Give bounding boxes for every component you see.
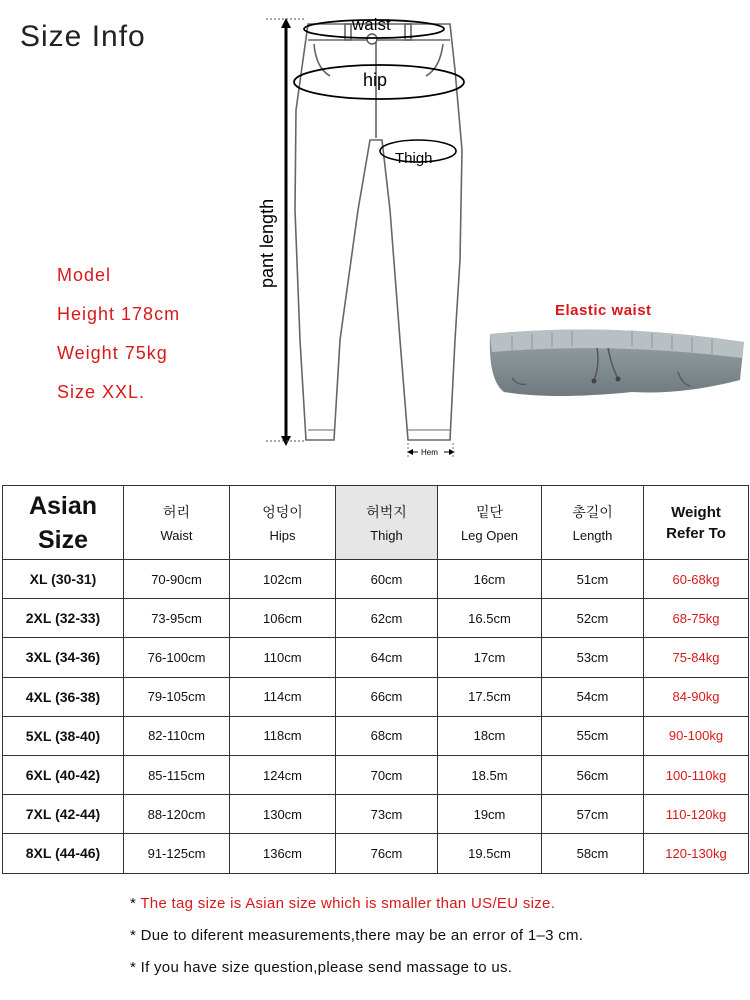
cell-size: 3XL (34-36) — [3, 638, 124, 677]
button-icon — [367, 34, 377, 44]
cell-waist: 73-95cm — [124, 599, 230, 638]
cell-hips: 136cm — [230, 834, 336, 873]
header-weight-line2: Refer To — [666, 524, 726, 542]
cell-length: 58cm — [542, 834, 644, 873]
header-thigh-ko: 허벅지 — [366, 504, 407, 520]
cell-thigh: 68cm — [336, 716, 438, 755]
cell-waist: 88-120cm — [124, 795, 230, 834]
cell-leg-open: 17.5cm — [438, 677, 542, 716]
cell-thigh: 60cm — [336, 560, 438, 599]
header-length — [542, 486, 644, 560]
header-asian-line2: Size — [37, 525, 89, 554]
cell-waist: 79-105cm — [124, 677, 230, 716]
table-row — [3, 755, 749, 794]
cell-hips: 110cm — [230, 638, 336, 677]
size-table — [2, 485, 749, 874]
header-leg-open — [438, 486, 542, 560]
header-waist-en: Waist — [160, 528, 193, 543]
table-row — [3, 638, 749, 677]
cell-hips: 114cm — [230, 677, 336, 716]
thigh-label: Thigh — [395, 150, 433, 167]
header-waist-ko: 허리 — [162, 504, 191, 520]
page-title: Size Info — [20, 20, 146, 53]
cell-thigh: 66cm — [336, 677, 438, 716]
header-thigh — [336, 486, 438, 560]
header-weight — [644, 486, 749, 560]
note-contact: * If you have size question,please send massage to us. — [130, 959, 513, 976]
cell-size: 6XL (40-42) — [3, 755, 124, 794]
cell-weight: 90-100kg — [644, 716, 749, 755]
header-asian-size — [3, 486, 124, 560]
header-thigh-en: Thigh — [370, 528, 403, 543]
cell-length: 52cm — [542, 599, 644, 638]
cell-leg-open: 16cm — [438, 560, 542, 599]
cell-weight: 84-90kg — [644, 677, 749, 716]
header-asian-line1: Asian — [28, 491, 98, 520]
note-measurement-error: * Due to diferent measurements,there may be an error of 1–3 cm. — [130, 927, 584, 944]
table-row — [3, 834, 749, 873]
header-leg-open-ko: 밑단 — [475, 504, 504, 520]
cell-length: 55cm — [542, 716, 644, 755]
model-label: Model — [57, 265, 112, 285]
model-height: Height 178cm — [57, 304, 181, 324]
cell-hips: 124cm — [230, 755, 336, 794]
cell-weight: 100-110kg — [644, 755, 749, 794]
elastic-waist-label: Elastic waist — [555, 302, 652, 319]
cell-thigh: 70cm — [336, 755, 438, 794]
cell-size: 2XL (32-33) — [3, 599, 124, 638]
table-row — [3, 599, 749, 638]
hip-label: hip — [363, 70, 388, 90]
hem-label: Hem — [421, 448, 438, 457]
cell-leg-open: 17cm — [438, 638, 542, 677]
cell-waist: 85-115cm — [124, 755, 230, 794]
header-hips-ko: 엉덩이 — [262, 504, 303, 520]
pant-length-label: pant length — [257, 198, 277, 288]
waist-label: waist — [352, 15, 391, 34]
cell-waist: 70-90cm — [124, 560, 230, 599]
cell-leg-open: 19.5cm — [438, 834, 542, 873]
table-header-row — [3, 486, 749, 560]
cell-length: 56cm — [542, 755, 644, 794]
note-tag-size-text: The tag size is Asian size which is smaller than US/EU size. — [140, 895, 556, 912]
cell-length: 51cm — [542, 560, 644, 599]
cell-weight: 60-68kg — [644, 560, 749, 599]
cell-size: 7XL (42-44) — [3, 795, 124, 834]
model-weight: Weight 75kg — [57, 343, 168, 363]
header-hips — [230, 486, 336, 560]
header-length-en: Length — [572, 528, 613, 543]
note-bullet: * — [130, 895, 141, 912]
header-weight-line1: Weight — [671, 503, 721, 521]
cell-weight: 68-75kg — [644, 599, 749, 638]
cell-waist: 91-125cm — [124, 834, 230, 873]
header-waist — [124, 486, 230, 560]
cell-size: 4XL (36-38) — [3, 677, 124, 716]
cell-leg-open: 19cm — [438, 795, 542, 834]
table-row — [3, 795, 749, 834]
header-length-ko: 총길이 — [572, 504, 613, 520]
model-size: Size XXL. — [57, 382, 146, 402]
cell-length: 57cm — [542, 795, 644, 834]
cell-hips: 106cm — [230, 599, 336, 638]
elastic-waist-photo — [482, 320, 748, 410]
cell-waist: 82-110cm — [124, 716, 230, 755]
cell-size: XL (30-31) — [3, 560, 124, 599]
cell-thigh: 73cm — [336, 795, 438, 834]
table-row — [3, 677, 749, 716]
cell-hips: 102cm — [230, 560, 336, 599]
cell-waist: 76-100cm — [124, 638, 230, 677]
cell-size: 5XL (38-40) — [3, 716, 124, 755]
cell-hips: 118cm — [230, 716, 336, 755]
table-row — [3, 560, 749, 599]
cell-weight: 120-130kg — [644, 834, 749, 873]
notes — [130, 893, 583, 989]
header-hips-en: Hips — [269, 528, 296, 543]
cell-length: 53cm — [542, 638, 644, 677]
note-tag-size — [130, 893, 583, 925]
cell-size: 8XL (44-46) — [3, 834, 124, 873]
pants-diagram — [250, 10, 480, 460]
cell-thigh: 64cm — [336, 638, 438, 677]
cell-weight: 75-84kg — [644, 638, 749, 677]
cell-leg-open: 18.5m — [438, 755, 542, 794]
cell-hips: 130cm — [230, 795, 336, 834]
header-leg-open-en: Leg Open — [460, 528, 519, 543]
table-row — [3, 716, 749, 755]
cell-leg-open: 16.5cm — [438, 599, 542, 638]
cell-thigh: 62cm — [336, 599, 438, 638]
cell-leg-open: 18cm — [438, 716, 542, 755]
cell-thigh: 76cm — [336, 834, 438, 873]
model-info — [57, 262, 180, 418]
cell-weight: 110-120kg — [644, 795, 749, 834]
cell-length: 54cm — [542, 677, 644, 716]
